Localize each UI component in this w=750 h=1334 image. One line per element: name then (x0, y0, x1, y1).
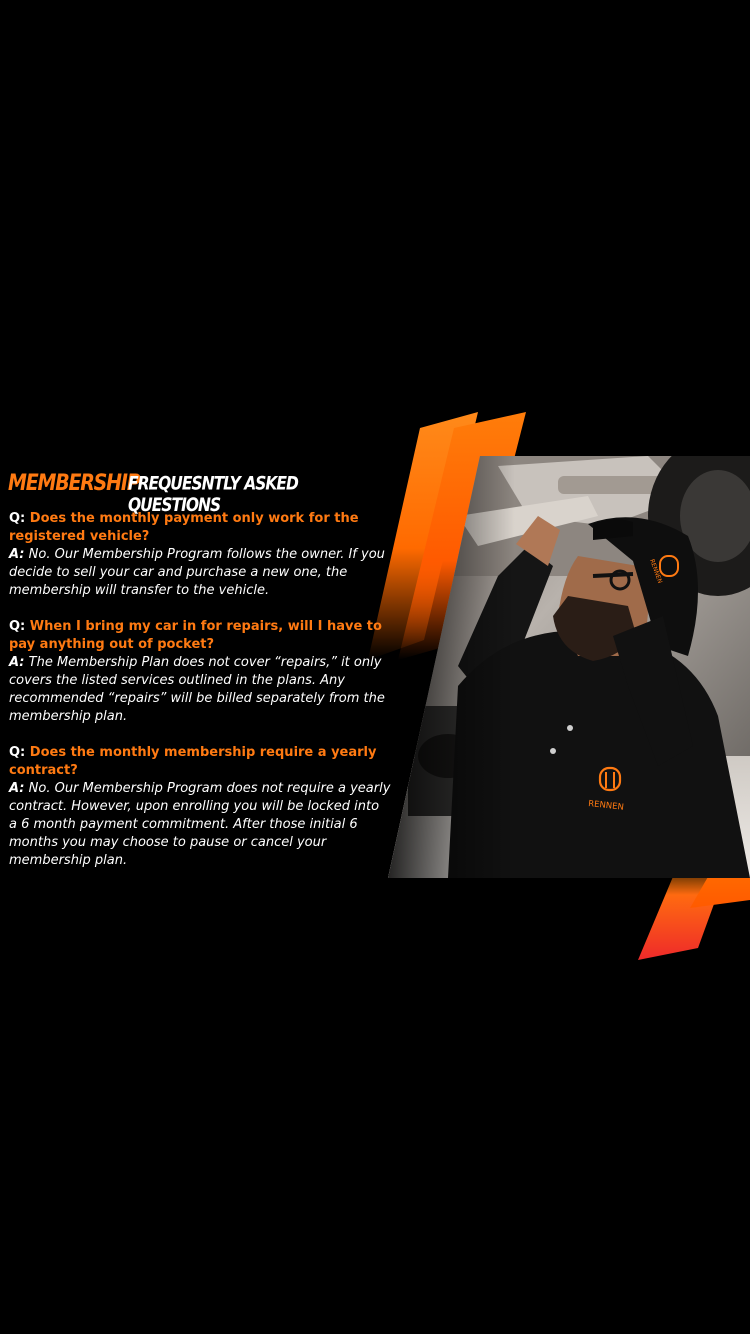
answer-text: No. Our Membership Program follows the owner. If you decide to sell your car and purchase a new one, the membership will transfer to the vehicle. (9, 547, 385, 598)
faq-item (9, 510, 391, 600)
answer-text: No. Our Membership Program does not require a yearly contract. However, upon enrolling you will be locked into a 6 month payment commitment. After those initial 6 months you may choose to pause or cancel your membership plan. (9, 781, 391, 868)
faq-item (9, 744, 391, 870)
answer-prefix: A: (9, 781, 25, 796)
heading-main: FREQUESNTLY ASKED QUESTIONS (128, 473, 298, 516)
answer-prefix: A: (9, 547, 25, 562)
question-text: Does the monthly payment only work for the registered vehicle? (9, 511, 359, 544)
faq-question (9, 618, 391, 654)
heading-accent: MEMBERSHIP (8, 470, 140, 496)
faq-list (9, 510, 391, 888)
faq-answer (9, 546, 391, 600)
faq-question (9, 510, 391, 546)
answer-prefix: A: (9, 655, 25, 670)
faq-question (9, 744, 391, 780)
question-prefix: Q: (9, 745, 26, 760)
question-prefix: Q: (9, 511, 26, 526)
question-text: Does the monthly membership require a yearly contract? (9, 745, 377, 778)
faq-answer (9, 780, 391, 870)
mechanic-photo (388, 456, 750, 878)
faq-item (9, 618, 391, 726)
question-prefix: Q: (9, 619, 26, 634)
answer-text: The Membership Plan does not cover “repairs,” it only covers the listed services outlined in the plans. Any recommended “repairs” will be billed separately from the membership plan. (9, 655, 385, 724)
question-text: When I bring my car in for repairs, will I have to pay anything out of pocket? (9, 619, 382, 652)
faq-answer (9, 654, 391, 726)
faq-heading (8, 470, 388, 516)
